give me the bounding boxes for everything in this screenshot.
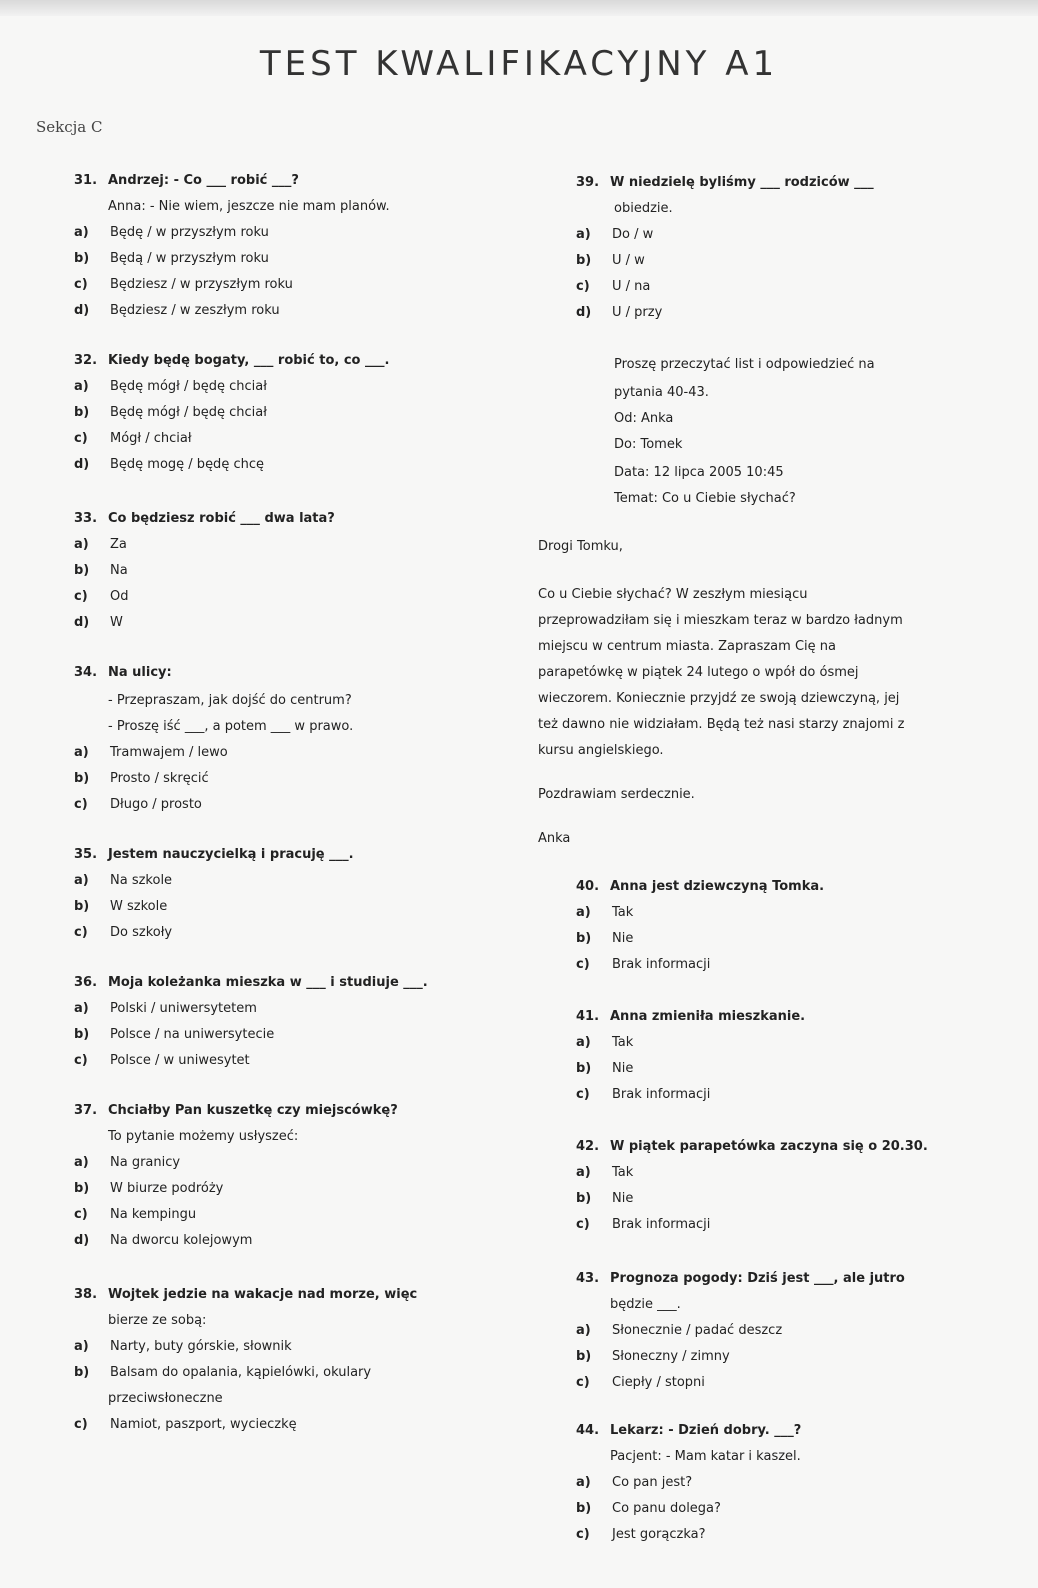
line-text: Co panu dolega? bbox=[612, 1501, 721, 1516]
option-letter: d) bbox=[74, 1233, 90, 1248]
line-text: parapetówkę w piątek 24 lutego o wpół do ósmej bbox=[538, 665, 859, 680]
question-line bbox=[576, 874, 824, 900]
question-line bbox=[576, 1418, 801, 1444]
option-letter: a) bbox=[74, 225, 89, 240]
question-number: 35. bbox=[74, 847, 98, 862]
option-letter: a) bbox=[74, 1339, 89, 1354]
line-text: Słonecznie / padać deszcz bbox=[612, 1323, 783, 1338]
answer-option bbox=[74, 792, 202, 818]
answer-option bbox=[74, 740, 228, 766]
question-number: 40. bbox=[576, 879, 600, 894]
line-text: Balsam do opalania, kąpielówki, okulary bbox=[110, 1365, 372, 1380]
answer-option bbox=[74, 400, 267, 426]
line-text: Nie bbox=[612, 1061, 634, 1076]
option-letter: a) bbox=[74, 379, 89, 394]
question-number: 39. bbox=[576, 175, 600, 190]
answer-option bbox=[74, 1412, 297, 1438]
text-line bbox=[108, 1308, 206, 1334]
line-text: W niedzielę byliśmy ___ rodziców ___ bbox=[610, 175, 874, 190]
text-line bbox=[614, 460, 784, 486]
question-number: 41. bbox=[576, 1009, 600, 1024]
text-line bbox=[614, 196, 673, 222]
text-line bbox=[538, 712, 904, 738]
option-letter: c) bbox=[576, 279, 590, 294]
line-text: Brak informacji bbox=[612, 1217, 711, 1232]
line-text: W bbox=[110, 615, 123, 630]
question-number: 33. bbox=[74, 511, 98, 526]
line-text: Na kempingu bbox=[110, 1207, 197, 1222]
line-text: Na szkole bbox=[110, 873, 173, 888]
line-text: przeprowadziłam się i mieszkam teraz w bardzo ładnym bbox=[538, 613, 903, 628]
option-letter: a) bbox=[576, 1323, 591, 1338]
line-text: Anka bbox=[538, 831, 571, 846]
line-text: Chciałby Pan kuszetkę czy miejscówkę? bbox=[108, 1103, 398, 1118]
line-text: Polski / uniwersytetem bbox=[110, 1001, 257, 1016]
text-line bbox=[614, 380, 709, 406]
answer-option bbox=[74, 1360, 371, 1386]
question-number: 37. bbox=[74, 1103, 98, 1118]
line-text: Na ulicy: bbox=[108, 665, 172, 680]
line-text: Od bbox=[110, 589, 129, 604]
option-letter: b) bbox=[74, 1027, 90, 1042]
answer-option bbox=[576, 248, 645, 274]
answer-option bbox=[74, 766, 209, 792]
line-text: obiedzie. bbox=[614, 201, 673, 216]
question-number: 32. bbox=[74, 353, 98, 368]
question-line bbox=[576, 1134, 928, 1160]
answer-option bbox=[576, 300, 662, 326]
line-text: W szkole bbox=[110, 899, 168, 914]
question-number: 31. bbox=[74, 173, 98, 188]
text-line bbox=[614, 352, 875, 378]
line-text: Co będziesz robić ___ dwa lata? bbox=[108, 511, 335, 526]
answer-option bbox=[576, 1160, 633, 1186]
line-text: Będziesz / w przyszłym roku bbox=[110, 277, 293, 292]
answer-option bbox=[74, 452, 264, 478]
answer-option bbox=[74, 220, 269, 246]
answer-option bbox=[74, 1334, 292, 1360]
answer-option bbox=[74, 426, 192, 452]
option-letter: c) bbox=[74, 1207, 88, 1222]
answer-option bbox=[74, 868, 172, 894]
text-line bbox=[108, 714, 353, 740]
answer-option bbox=[576, 1470, 692, 1496]
text-line bbox=[538, 534, 623, 560]
option-letter: c) bbox=[576, 1375, 590, 1390]
text-line bbox=[108, 688, 352, 714]
question-line bbox=[74, 660, 172, 686]
page-title: TEST KWALIFIKACYJNY A1 bbox=[259, 44, 779, 84]
line-text: Polsce / na uniwersytecie bbox=[110, 1027, 275, 1042]
answer-option bbox=[74, 1150, 180, 1176]
option-letter: b) bbox=[576, 1349, 592, 1364]
line-text: Do: Tomek bbox=[614, 437, 683, 452]
line-text: Anna zmieniła mieszkanie. bbox=[610, 1009, 806, 1024]
text-line bbox=[538, 686, 899, 712]
line-text: Prognoza pogody: Dziś jest ___, ale jutro bbox=[610, 1271, 905, 1286]
option-letter: b) bbox=[576, 253, 592, 268]
question-number: 42. bbox=[576, 1139, 600, 1154]
option-letter: c) bbox=[576, 957, 590, 972]
text-line bbox=[538, 738, 664, 764]
option-letter: a) bbox=[74, 537, 89, 552]
option-letter: a) bbox=[74, 1001, 89, 1016]
answer-option bbox=[576, 926, 633, 952]
line-text: U / w bbox=[612, 253, 645, 268]
option-letter: b) bbox=[74, 1365, 90, 1380]
line-text: Nie bbox=[612, 1191, 634, 1206]
option-letter: a) bbox=[576, 1035, 591, 1050]
line-text: Drogi Tomku, bbox=[538, 539, 623, 554]
line-text: Nie bbox=[612, 931, 634, 946]
line-text: W piątek parapetówka zaczyna się o 20.30. bbox=[610, 1139, 928, 1154]
question-line bbox=[74, 1282, 417, 1308]
question-line bbox=[74, 348, 389, 374]
answer-option bbox=[74, 246, 269, 272]
line-text: Będziesz / w zeszłym roku bbox=[110, 303, 280, 318]
text-line bbox=[614, 432, 682, 458]
text-line bbox=[538, 608, 903, 634]
answer-option bbox=[74, 920, 172, 946]
line-text: Za bbox=[110, 537, 127, 552]
answer-option bbox=[74, 996, 257, 1022]
answer-option bbox=[74, 610, 123, 636]
option-letter: d) bbox=[74, 457, 90, 472]
option-letter: b) bbox=[576, 1501, 592, 1516]
answer-option bbox=[74, 1176, 223, 1202]
answer-option bbox=[74, 584, 128, 610]
line-text: Lekarz: - Dzień dobry. ___? bbox=[610, 1423, 802, 1438]
line-text: Będą / w przyszłym roku bbox=[110, 251, 269, 266]
text-line bbox=[610, 1444, 801, 1470]
line-text: też dawno nie widziałam. Będą też nasi starzy znajomi z bbox=[538, 717, 905, 732]
question-line bbox=[74, 168, 299, 194]
answer-option bbox=[576, 1318, 782, 1344]
question-number: 38. bbox=[74, 1287, 98, 1302]
line-text: Będę mogę / będę chcę bbox=[110, 457, 264, 472]
section-label: Sekcja C bbox=[36, 118, 103, 136]
option-letter: b) bbox=[74, 899, 90, 914]
line-text: Długo / prosto bbox=[110, 797, 202, 812]
answer-option bbox=[576, 222, 653, 248]
answer-option bbox=[74, 374, 267, 400]
answer-option bbox=[576, 1082, 710, 1108]
option-letter: c) bbox=[576, 1087, 590, 1102]
line-text: Do / w bbox=[612, 227, 654, 242]
line-text: Jest gorączka? bbox=[612, 1527, 706, 1542]
line-text: będzie ___. bbox=[610, 1297, 681, 1312]
answer-option bbox=[576, 1522, 706, 1548]
option-letter: c) bbox=[74, 925, 88, 940]
answer-option bbox=[576, 1186, 633, 1212]
text-line bbox=[610, 1292, 681, 1318]
answer-option bbox=[74, 1228, 252, 1254]
option-letter: c) bbox=[74, 797, 88, 812]
option-letter: c) bbox=[74, 1053, 88, 1068]
option-letter: a) bbox=[74, 745, 89, 760]
line-text: bierze ze sobą: bbox=[108, 1313, 207, 1328]
line-text: Narty, buty górskie, słownik bbox=[110, 1339, 292, 1354]
text-line bbox=[538, 660, 859, 686]
answer-option bbox=[74, 558, 128, 584]
answer-option bbox=[576, 1056, 633, 1082]
line-text: Co pan jest? bbox=[612, 1475, 693, 1490]
option-letter: b) bbox=[74, 251, 90, 266]
line-text: Pozdrawiam serdecznie. bbox=[538, 787, 695, 802]
line-text: To pytanie możemy usłyszeć: bbox=[108, 1129, 299, 1144]
option-letter: d) bbox=[576, 305, 592, 320]
text-line bbox=[614, 406, 673, 432]
line-text: Kiedy będę bogaty, ___ robić to, co ___. bbox=[108, 353, 390, 368]
option-letter: c) bbox=[576, 1217, 590, 1232]
option-letter: a) bbox=[74, 873, 89, 888]
answer-option bbox=[576, 1030, 633, 1056]
option-letter: c) bbox=[576, 1527, 590, 1542]
option-letter: b) bbox=[74, 771, 90, 786]
answer-option bbox=[74, 272, 293, 298]
answer-option bbox=[576, 1370, 705, 1396]
option-letter: b) bbox=[74, 405, 90, 420]
question-line bbox=[74, 506, 335, 532]
line-text: Będę mógł / będę chciał bbox=[110, 379, 267, 394]
line-text: Mógł / chciał bbox=[110, 431, 192, 446]
line-text: Tak bbox=[612, 1165, 634, 1180]
question-line bbox=[74, 1098, 398, 1124]
line-text: Do szkoły bbox=[110, 925, 173, 940]
line-text: Polsce / w uniwesytet bbox=[110, 1053, 250, 1068]
option-letter: c) bbox=[74, 1417, 88, 1432]
answer-option bbox=[74, 1202, 196, 1228]
option-letter: c) bbox=[74, 431, 88, 446]
answer-option bbox=[576, 1212, 710, 1238]
question-line bbox=[74, 842, 354, 868]
line-text: - Przepraszam, jak dojść do centrum? bbox=[108, 693, 352, 708]
text-line bbox=[614, 486, 796, 512]
answer-option bbox=[576, 1496, 721, 1522]
line-text: pytania 40-43. bbox=[614, 385, 709, 400]
line-text: Na bbox=[110, 563, 128, 578]
line-text: Temat: Co u Ciebie słychać? bbox=[614, 491, 796, 506]
line-text: W biurze podróży bbox=[110, 1181, 224, 1196]
option-letter: b) bbox=[576, 931, 592, 946]
line-text: Data: 12 lipca 2005 10:45 bbox=[614, 465, 784, 480]
answer-option bbox=[576, 952, 710, 978]
option-letter: a) bbox=[576, 227, 591, 242]
answer-option bbox=[74, 298, 280, 324]
line-text: U / na bbox=[612, 279, 651, 294]
text-line bbox=[538, 782, 695, 808]
question-number: 44. bbox=[576, 1423, 600, 1438]
line-text: Tak bbox=[612, 905, 634, 920]
line-text: U / przy bbox=[612, 305, 663, 320]
text-line bbox=[108, 1386, 223, 1412]
text-line bbox=[538, 582, 808, 608]
option-letter: b) bbox=[576, 1061, 592, 1076]
option-letter: c) bbox=[74, 589, 88, 604]
line-text: Jestem nauczycielką i pracuję ___. bbox=[108, 847, 354, 862]
line-text: Słoneczny / zimny bbox=[612, 1349, 730, 1364]
answer-option bbox=[74, 894, 167, 920]
line-text: Tramwajem / lewo bbox=[110, 745, 228, 760]
line-text: Będę / w przyszłym roku bbox=[110, 225, 269, 240]
question-number: 34. bbox=[74, 665, 98, 680]
line-text: Ciepły / stopni bbox=[612, 1375, 705, 1390]
answer-option bbox=[74, 1048, 250, 1074]
question-number: 43. bbox=[576, 1271, 600, 1286]
line-text: miejscu w centrum miasta. Zapraszam Cię na bbox=[538, 639, 836, 654]
option-letter: a) bbox=[74, 1155, 89, 1170]
option-letter: d) bbox=[74, 615, 90, 630]
option-letter: b) bbox=[74, 563, 90, 578]
line-text: Co u Ciebie słychać? W zeszłym miesiącu bbox=[538, 587, 808, 602]
line-text: Pacjent: - Mam katar i kaszel. bbox=[610, 1449, 801, 1464]
line-text: Prosto / skręcić bbox=[110, 771, 209, 786]
line-text: przeciwsłoneczne bbox=[108, 1391, 223, 1406]
answer-option bbox=[74, 1022, 274, 1048]
option-letter: a) bbox=[576, 1165, 591, 1180]
line-text: Proszę przeczytać list i odpowiedzieć na bbox=[614, 357, 875, 372]
text-line bbox=[538, 826, 570, 852]
question-line bbox=[576, 170, 874, 196]
question-number: 36. bbox=[74, 975, 98, 990]
scan-top-edge bbox=[0, 0, 1038, 16]
question-line bbox=[576, 1004, 805, 1030]
option-letter: d) bbox=[74, 303, 90, 318]
line-text: Namiot, paszport, wycieczkę bbox=[110, 1417, 297, 1432]
line-text: Brak informacji bbox=[612, 957, 711, 972]
text-line bbox=[108, 194, 390, 220]
line-text: Wojtek jedzie na wakacje nad morze, więc bbox=[108, 1287, 418, 1302]
option-letter: a) bbox=[576, 1475, 591, 1490]
line-text: Tak bbox=[612, 1035, 634, 1050]
question-line bbox=[576, 1266, 905, 1292]
text-line bbox=[108, 1124, 298, 1150]
line-text: kursu angielskiego. bbox=[538, 743, 664, 758]
line-text: Będę mógł / będę chciał bbox=[110, 405, 267, 420]
line-text: Brak informacji bbox=[612, 1087, 711, 1102]
line-text: Moja koleżanka mieszka w ___ i studiuje ___. bbox=[108, 975, 428, 990]
answer-option bbox=[576, 900, 633, 926]
line-text: Anna: - Nie wiem, jeszcze nie mam planów. bbox=[108, 199, 390, 214]
option-letter: a) bbox=[576, 905, 591, 920]
question-line bbox=[74, 970, 428, 996]
line-text: Anna jest dziewczyną Tomka. bbox=[610, 879, 825, 894]
answer-option bbox=[576, 1344, 730, 1370]
text-line bbox=[538, 634, 836, 660]
line-text: Na dworcu kolejowym bbox=[110, 1233, 253, 1248]
line-text: - Proszę iść ___, a potem ___ w prawo. bbox=[108, 719, 354, 734]
answer-option bbox=[576, 274, 650, 300]
option-letter: c) bbox=[74, 277, 88, 292]
option-letter: b) bbox=[576, 1191, 592, 1206]
line-text: Od: Anka bbox=[614, 411, 674, 426]
option-letter: b) bbox=[74, 1181, 90, 1196]
line-text: Andrzej: - Co ___ robić ___? bbox=[108, 173, 299, 188]
line-text: Na granicy bbox=[110, 1155, 181, 1170]
answer-option bbox=[74, 532, 127, 558]
line-text: wieczorem. Koniecznie przyjdź ze swoją dziewczyną, jej bbox=[538, 691, 900, 706]
